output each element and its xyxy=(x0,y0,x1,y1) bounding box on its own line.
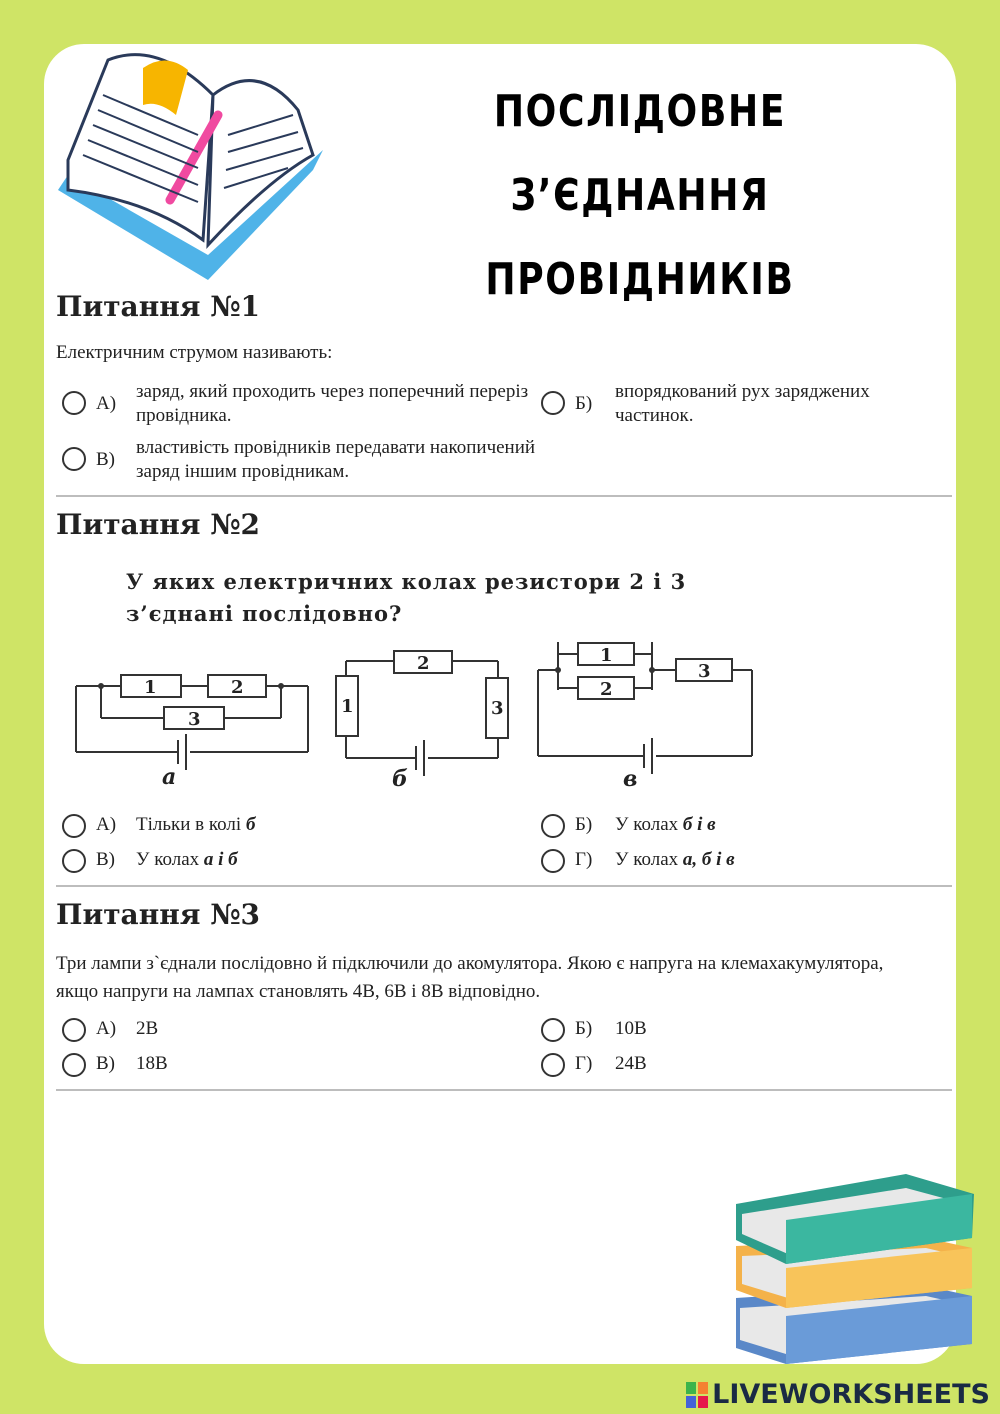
circuit-diagram-a xyxy=(66,662,322,792)
q3-option-a[interactable]: А) 2В xyxy=(62,1016,522,1042)
circuit-diagram-b xyxy=(330,646,516,792)
option-text: У колах а і б xyxy=(136,849,238,870)
radio-button[interactable] xyxy=(541,1018,565,1042)
radio-button[interactable] xyxy=(541,849,565,873)
question-1-text: Електричним струмом називають: xyxy=(56,342,333,363)
question-2-text: У яких електричних колах резистори 2 і 3 з’єднані послідовно? xyxy=(126,569,687,626)
question-1-heading: Питання №1 xyxy=(56,290,261,323)
option-text: У колах б і в xyxy=(615,814,716,835)
radio-button[interactable] xyxy=(541,1053,565,1077)
resistor-label: 2 xyxy=(417,653,430,674)
option-text: У колах а, б і в xyxy=(615,849,735,870)
question-1 xyxy=(56,290,952,323)
book-stack-icon xyxy=(726,1168,982,1374)
resistor-label: 1 xyxy=(144,677,157,698)
question-3-text: Три лампи з`єднали послідовно й підключили до акомулятора. Якою є напруга на клемахакумулятора, якщо напруги на лампах становлять 4В, 6В і 8В відповідно. xyxy=(56,953,884,1002)
resistor-label: 3 xyxy=(491,698,504,719)
diagram-label: в xyxy=(623,766,638,792)
radio-button[interactable] xyxy=(62,849,86,873)
question-2-heading: Питання №2 xyxy=(56,508,261,541)
question-3 xyxy=(56,898,952,931)
q1-option-c[interactable]: В) властивість провідників передавати накопичений заряд іншим провідникам. xyxy=(62,436,542,484)
q2-option-c[interactable]: В) У колах а і б xyxy=(62,847,522,873)
page-title: ПОСЛІДОВНЕ З’ЄДНАННЯ ПРОВІДНИКІВ xyxy=(485,86,795,305)
radio-button[interactable] xyxy=(62,391,86,415)
divider xyxy=(56,495,952,497)
option-text: 18В xyxy=(136,1053,168,1074)
divider xyxy=(56,885,952,887)
option-text: Тільки в колі б xyxy=(136,814,256,835)
q3-option-d[interactable]: Г) 24В xyxy=(541,1051,941,1077)
logo-icon xyxy=(686,1382,708,1408)
diagram-label: б xyxy=(392,766,408,792)
option-text: властивість провідників передавати накопичений заряд іншим провідникам. xyxy=(136,437,536,482)
radio-button[interactable] xyxy=(541,391,565,415)
radio-button[interactable] xyxy=(62,1053,86,1077)
resistor-label: 1 xyxy=(600,645,613,666)
resistor-label: 2 xyxy=(600,679,613,700)
option-text: 2В xyxy=(136,1018,159,1039)
question-2 xyxy=(56,508,952,541)
diagram-label: а xyxy=(162,764,177,790)
resistor-label: 3 xyxy=(698,661,711,682)
option-text: заряд, який проходить через поперечний переріз провідника. xyxy=(136,381,529,426)
open-book-icon xyxy=(48,40,328,290)
radio-button[interactable] xyxy=(541,814,565,838)
resistor-label: 2 xyxy=(231,677,244,698)
q2-option-b[interactable]: Б) У колах б і в xyxy=(541,812,941,838)
radio-button[interactable] xyxy=(62,814,86,838)
q3-option-b[interactable]: Б) 10В xyxy=(541,1016,941,1042)
option-text: 10В xyxy=(615,1018,647,1039)
divider xyxy=(56,1089,952,1091)
circuit-diagram-v xyxy=(530,634,764,794)
radio-button[interactable] xyxy=(62,447,86,471)
question-3-heading: Питання №3 xyxy=(56,898,261,931)
option-text: 24В xyxy=(615,1053,647,1074)
resistor-label: 3 xyxy=(188,709,201,730)
q1-option-b[interactable]: Б) впорядкований рух заряджених частинок. xyxy=(541,380,941,428)
q1-option-a[interactable]: А) заряд, який проходить через поперечний переріз провідника. xyxy=(62,380,542,428)
radio-button[interactable] xyxy=(62,1018,86,1042)
q2-option-a[interactable]: А) Тільки в колі б xyxy=(62,812,522,838)
q2-option-d[interactable]: Г) У колах а, б і в xyxy=(541,847,941,873)
resistor-label: 1 xyxy=(341,696,354,717)
option-text: впорядкований рух заряджених частинок. xyxy=(615,381,870,426)
q3-option-c[interactable]: В) 18В xyxy=(62,1051,522,1077)
liveworksheets-logo: LIVEWORKSHEETS xyxy=(686,1379,990,1410)
